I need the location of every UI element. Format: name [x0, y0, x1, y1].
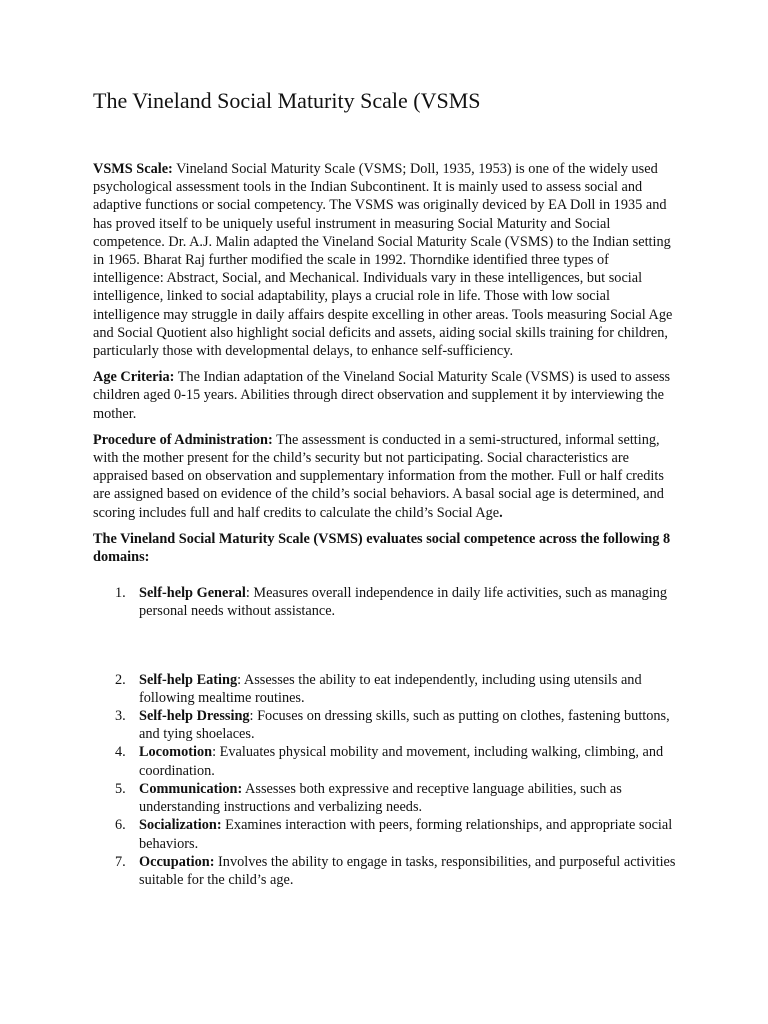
list-item	[93, 780, 678, 816]
list-item	[93, 816, 678, 852]
list-number: 2.	[115, 671, 126, 688]
page-title: The Vineland Social Maturity Scale (VSMS	[93, 88, 481, 113]
domain-name: Self-help General	[139, 585, 246, 602]
list-number: 4.	[115, 744, 126, 761]
list-number: 3.	[115, 708, 126, 725]
domain-desc: Assesses both expressive and receptive language abilities, such as understanding instructions and verbalizing needs.	[139, 780, 622, 816]
list-number: 7.	[115, 853, 126, 870]
domain-name: Socialization:	[139, 817, 222, 834]
domain-name: Locomotion	[139, 744, 213, 761]
list-item	[93, 671, 678, 707]
paragraph-end: .	[499, 504, 503, 521]
document-body	[93, 160, 678, 889]
list-number: 6.	[115, 817, 126, 834]
domain-name: Occupation:	[139, 853, 215, 870]
domains-list	[93, 584, 678, 889]
domain-desc: Examines interaction with peers, forming relationships, and appropriate social behaviors.	[139, 817, 673, 852]
list-number: 5.	[115, 780, 126, 797]
list-item	[93, 743, 678, 779]
procedure-paragraph	[93, 431, 678, 522]
list-item	[93, 707, 678, 743]
paragraph-text: Vineland Social Maturity Scale (VSMS; Doll, 1935, 1953) is one of the widely used psychological assessment tools in the Indian Subcontinent. It is mainly used to assess social and adaptive functions or social competency. The VSMS was originally deviced by EA Doll in 1935 and has proved itself to be uniquely useful instrument in measuring Social Maturity and Social competence. Dr. A.J. Malin adapted the Vineland Social Maturity Scale (VSMS) to the Indian setting in 1965. Bharat Raj further modified the scale in 1992. Thorndike identified three types of intelligence: Abstract, Social, and Mechanical. Individuals vary in these intelligences, but social intelligence, linked to social adaptability, plays a crucial role in life. Those with low social intelligence may struggle in daily affairs despite excelling in other areas. Tools measuring Social Age and Social Quotient also highlight social deficits and assets, aiding social skills training for children, particularly those with developmental delays, to enhance self-sufficiency.	[93, 161, 673, 360]
paragraph-label: VSMS Scale:	[93, 161, 173, 177]
domains-heading: The Vineland Social Maturity Scale (VSMS) evaluates social competence across the following 8 domains:	[93, 530, 671, 566]
age-criteria-paragraph	[93, 368, 678, 423]
vsms-scale-paragraph	[93, 160, 678, 360]
domain-name: Self-help Eating	[139, 671, 238, 688]
list-item	[93, 853, 678, 889]
paragraph-label: Age Criteria:	[93, 369, 175, 386]
domain-desc: : Evaluates physical mobility and movement, including walking, climbing, and coordination.	[139, 744, 664, 779]
domain-name: Communication:	[139, 780, 243, 797]
domain-desc: Involves the ability to engage in tasks, responsibilities, and purposeful activities suitable for the child’s age.	[139, 853, 676, 888]
domain-desc: : Assesses the ability to eat independently, including using utensils and following mealtime routines.	[139, 671, 642, 706]
list-item	[93, 584, 678, 620]
paragraph-text: The assessment is conducted in a semi-structured, informal setting, with the mother present for the child’s security but not participating. Social characteristics are appraised based on observation and supplementary information from the mother. Full or half credits are assigned based on evidence of the child’s social behaviors. A basal social age is determined, and scoring includes full and half credits to calculate the child’s Social Age	[93, 431, 664, 521]
paragraph-text: The Indian adaptation of the Vineland Social Maturity Scale (VSMS) is used to assess children aged 0-15 years. Abilities through direct observation and supplement it by interviewing the mother.	[93, 369, 671, 422]
domain-desc: : Measures overall independence in daily life activities, such as managing personal needs without assistance.	[139, 585, 668, 620]
paragraph-label: Procedure of Administration:	[93, 431, 273, 448]
domain-desc: : Focuses on dressing skills, such as putting on clothes, fastening buttons, and tying shoelaces.	[139, 708, 670, 743]
domain-name: Self-help Dressing	[139, 708, 250, 725]
list-number: 1.	[115, 585, 126, 602]
